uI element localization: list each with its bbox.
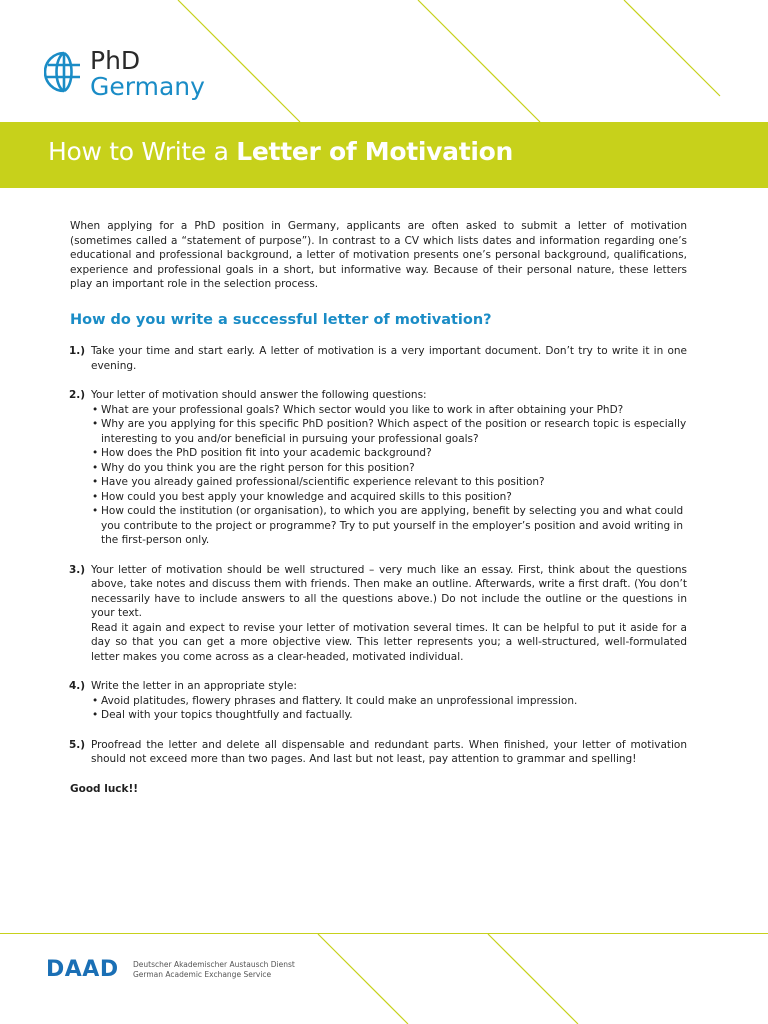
item-text: Your letter of motivation should be well structured – very much like an essay. First, think about the questions above, take notes and discuss them with friends. Then make an outline. Afterwards, write a first draft. (You don’t necessarily have to include answers to all the questions above.) Do not include the outline or the questions in your text.	[91, 563, 687, 619]
page-title	[48, 137, 513, 166]
globe-icon	[44, 50, 84, 94]
bullet-item: • Have you already gained professional/scientific experience relevant to this position?	[91, 475, 687, 490]
item-text: Take your time and start early. A letter of motivation is a very important document. Don’t try to write it in one evening.	[91, 345, 687, 372]
title-plain: How to Write a	[48, 137, 229, 166]
bullet-item: • How could the institution (or organisation), to which you are applying, benefit by selecting you and what could you contribute to the project or programme? Try to put yourself in the employer’s position and avoid writing in the first-person only.	[91, 504, 687, 548]
document-body	[70, 219, 687, 796]
footer-divider	[0, 933, 768, 934]
daad-tagline	[133, 960, 295, 980]
item-number: 5.)	[69, 738, 86, 751]
phd-germany-logo	[44, 48, 234, 112]
logo-text-phd: PhD	[90, 46, 141, 75]
bullet-item: • Avoid platitudes, flowery phrases and flattery. It could make an unprofessional impression.	[91, 694, 687, 709]
item-text-continued: Read it again and expect to revise your letter of motivation several times. It can be helpful to put it aside for a day so that you can get a more objective view. This letter represents you; a well-structured, well-formulated letter makes you come across as a clear-headed, motivated individual.	[91, 621, 687, 663]
bullet-item: • Why are you applying for this specific PhD position? Which aspect of the position or research topic is especially interesting to you and/or beneficial in pursuing your professional goals?	[91, 417, 687, 446]
list-item-3	[70, 563, 687, 665]
bullet-item: • What are your professional goals? Which sector would you like to work in after obtaining your PhD?	[91, 403, 687, 418]
item-number: 4.)	[69, 680, 86, 692]
item-number: 3.)	[69, 563, 86, 576]
intro-paragraph: When applying for a PhD position in Germany, applicants are often asked to submit a letter of motivation (sometimes called a “statement of purpose”). In contrast to a CV which lists dates and information regarding one’s educational and professional background, a letter of motivation presents one’s personal background, qualifications, experience and professional goals in a short, but informative way. Because of their personal nature, these letters play an important role in the selection process.	[70, 220, 687, 290]
item-text: Proofread the letter and delete all dispensable and redundant parts. When finished, your letter of motivation should not exceed more than two pages. And last but not least, pay attention to grammar and spelling!	[91, 738, 687, 765]
logo-text-germany: Germany	[90, 72, 205, 101]
list-item-1	[70, 344, 687, 373]
list-item-2	[70, 388, 687, 548]
bullet-item: • Deal with your topics thoughtfully and factually.	[91, 708, 687, 723]
list-item-4	[70, 679, 687, 723]
item-number: 2.)	[69, 389, 86, 401]
daad-logo: DAAD	[46, 957, 119, 982]
item-text: Write the letter in an appropriate style:	[91, 680, 297, 692]
closing-text: Good luck!!	[70, 782, 139, 795]
item-text: Your letter of motivation should answer the following questions:	[91, 389, 427, 401]
style-list	[91, 694, 687, 723]
daad-tagline-english: German Academic Exchange Service	[133, 970, 272, 979]
list-item-5	[70, 738, 687, 767]
section-heading: How do you write a successful letter of motivation?	[70, 311, 492, 328]
bullet-item: • How does the PhD position fit into your academic background?	[91, 446, 687, 461]
item-number: 1.)	[69, 345, 86, 357]
daad-tagline-german: Deutscher Akademischer Austausch Dienst	[133, 960, 295, 969]
title-bold: Letter of Motivation	[236, 137, 514, 166]
bullet-item: • Why do you think you are the right person for this position?	[91, 461, 687, 476]
bullet-item: • How could you best apply your knowledge and acquired skills to this position?	[91, 490, 687, 505]
question-list	[91, 403, 687, 548]
title-banner	[0, 122, 768, 188]
